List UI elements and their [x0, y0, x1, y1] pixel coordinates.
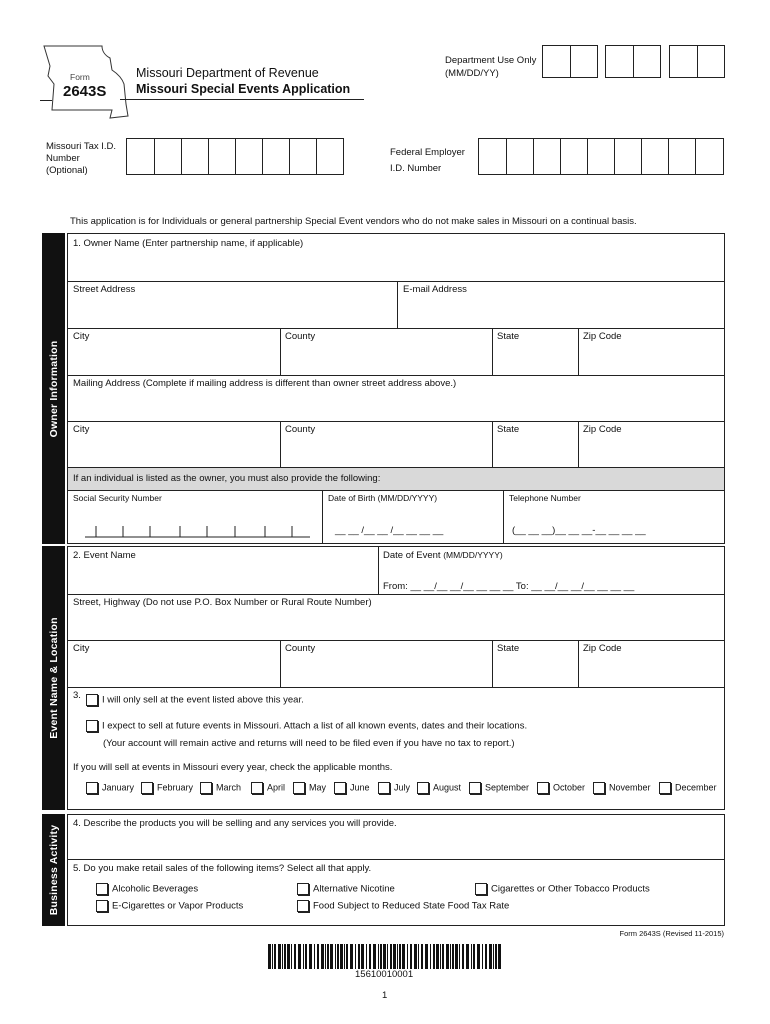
phone-label: Telephone Number — [509, 493, 581, 503]
checkbox-icon[interactable] — [297, 900, 309, 912]
fein-input[interactable] — [478, 138, 724, 175]
month-october[interactable] — [537, 782, 585, 794]
event-zip-label: Zip Code — [583, 643, 622, 654]
checkbox-icon[interactable] — [96, 883, 108, 895]
event-state-label: State — [497, 643, 520, 654]
month-november[interactable] — [593, 782, 651, 794]
mailing-county-label: County — [285, 424, 316, 435]
months-intro: If you will sell at events in Missouri every year, check the applicable months. — [73, 762, 393, 773]
q3-number: 3. — [73, 690, 81, 701]
city-input[interactable] — [68, 345, 279, 373]
only-this-year-label: I will only sell at the event listed above this year. — [102, 694, 304, 706]
form-label: Form — [70, 72, 90, 82]
state-input[interactable] — [493, 345, 577, 373]
checkbox-icon[interactable] — [200, 782, 212, 794]
month-label: July — [394, 782, 411, 793]
fein-label: Federal Employer — [390, 147, 465, 158]
future-events-note: (Your account will remain active and returns will need to be filed even if you have no tax to report.) — [103, 738, 515, 749]
ssn-input[interactable] — [85, 524, 310, 538]
ssn-label: Social Security Number — [73, 493, 162, 503]
event-city-label: City — [73, 643, 90, 654]
mo-tax-id-label: Missouri Tax I.D. — [46, 141, 117, 152]
owner-name-label: 1. Owner Name (Enter partnership name, if applicable) — [73, 238, 304, 249]
event-date-range-input[interactable]: From: __ __/__ __/__ __ __ __ To: __ __/__ __/__ __ __ __ — [383, 581, 635, 592]
mailing-state-input[interactable] — [493, 438, 577, 466]
county-input[interactable] — [281, 345, 491, 373]
checkbox-icon[interactable] — [86, 720, 98, 732]
event-street-input[interactable] — [68, 611, 724, 639]
checkbox-icon[interactable] — [86, 694, 98, 706]
month-label: June — [350, 782, 370, 793]
dept-use-year — [669, 45, 725, 78]
mailing-zip-input[interactable] — [579, 438, 724, 466]
owner-sidebar — [42, 233, 65, 544]
month-label: March — [216, 782, 242, 793]
barcode-number: 15610010001 — [355, 969, 414, 980]
month-july[interactable] — [378, 782, 410, 794]
county-label: County — [285, 331, 316, 342]
intro-text: This application is for Individuals or general partnership Special Event vendors who do not make sales in Missouri on a continual basis. — [70, 216, 637, 227]
reduced-food-tax-option[interactable] — [297, 900, 509, 912]
option-label: Food Subject to Reduced State Food Tax Rate — [313, 900, 510, 912]
event-state-input[interactable] — [493, 657, 577, 685]
q5-label: 5. Do you make retail sales of the following items? Select all that apply. — [73, 863, 372, 874]
month-august[interactable] — [417, 782, 461, 794]
dept-use-format: (MM/DD/YY) — [445, 68, 499, 79]
month-january[interactable] — [86, 782, 134, 794]
owner-sidebar-label: Owner Information — [47, 340, 60, 437]
checkbox-icon[interactable] — [96, 900, 108, 912]
only-this-year-option[interactable] — [86, 694, 304, 706]
event-zip-input[interactable] — [579, 657, 724, 685]
month-label: January — [102, 782, 135, 793]
month-label: October — [553, 782, 586, 793]
city-label: City — [73, 331, 90, 342]
month-label: May — [309, 782, 327, 793]
month-label: August — [433, 782, 462, 793]
alcoholic-beverages-option[interactable] — [96, 883, 198, 895]
dept-use-month — [542, 45, 598, 78]
owner-name-input[interactable] — [68, 252, 724, 280]
month-february[interactable] — [141, 782, 193, 794]
dept-use-label: Department Use Only — [445, 55, 537, 66]
mailing-city-label: City — [73, 424, 90, 435]
tobacco-option[interactable] — [475, 883, 650, 895]
dob-label: Date of Birth (MM/DD/YYYY) — [328, 493, 438, 503]
option-label: E-Cigarettes or Vapor Products — [112, 900, 244, 912]
mo-tax-id-label-3: (Optional) — [46, 165, 88, 176]
zip-label: Zip Code — [583, 331, 622, 342]
month-april[interactable] — [251, 782, 285, 794]
month-june[interactable] — [334, 782, 370, 794]
page-number: 1 — [382, 990, 388, 1001]
option-label: Alternative Nicotine — [313, 883, 395, 895]
month-december[interactable] — [659, 782, 717, 794]
dob-input[interactable]: __ __ /__ __ /__ __ __ __ — [335, 525, 444, 536]
checkbox-icon[interactable] — [469, 782, 481, 794]
alternative-nicotine-option[interactable] — [297, 883, 395, 895]
checkbox-icon[interactable] — [378, 782, 390, 794]
date-of-event-format: (MM/DD/YYYY) — [443, 550, 503, 560]
checkbox-icon[interactable] — [86, 782, 98, 794]
phone-input[interactable]: (__ __ __)__ __ __-__ __ __ __ — [512, 525, 646, 536]
event-county-label: County — [285, 643, 316, 654]
checkbox-icon[interactable] — [417, 782, 429, 794]
checkbox-icon[interactable] — [293, 782, 305, 794]
checkbox-icon[interactable] — [297, 883, 309, 895]
mo-tax-id-input[interactable] — [126, 138, 344, 175]
checkbox-icon[interactable] — [659, 782, 671, 794]
checkbox-icon[interactable] — [334, 782, 346, 794]
mailing-zip-label: Zip Code — [583, 424, 622, 435]
form-title: Missouri Special Events Application — [136, 82, 351, 96]
form-number: 2643S — [63, 83, 107, 100]
q4-label: 4. Describe the products you will be selling and any services you will provide. — [73, 818, 397, 829]
state-label: State — [497, 331, 520, 342]
event-city-input[interactable] — [68, 657, 279, 685]
business-sidebar — [42, 814, 65, 926]
month-label: February — [157, 782, 194, 793]
month-september[interactable] — [469, 782, 529, 794]
event-name-input[interactable] — [68, 563, 377, 593]
option-label: Cigarettes or Other Tobacco Products — [491, 883, 650, 895]
event-sidebar-label: Event Name & Location — [47, 617, 60, 739]
checkbox-icon[interactable] — [537, 782, 549, 794]
street-input[interactable] — [68, 298, 396, 326]
event-name-label: 2. Event Name — [73, 550, 136, 561]
checkbox-icon[interactable] — [475, 883, 487, 895]
email-label: E-mail Address — [403, 284, 467, 295]
mailing-county-input[interactable] — [281, 438, 491, 466]
business-sidebar-label: Business Activity — [47, 824, 60, 916]
dept-use-day — [605, 45, 661, 78]
event-sidebar — [42, 546, 65, 810]
zip-input[interactable] — [579, 345, 724, 373]
month-label: November — [609, 782, 651, 793]
form-revision: Form 2643S (Revised 11-2015) — [619, 929, 724, 938]
ecig-option[interactable] — [96, 900, 243, 912]
month-label: April — [267, 782, 286, 793]
date-of-event-text: Date of Event — [383, 550, 441, 561]
products-input[interactable] — [68, 832, 724, 858]
month-march[interactable] — [200, 782, 241, 794]
fein-label-2: I.D. Number — [390, 163, 442, 174]
future-events-option[interactable] — [86, 720, 527, 732]
month-may[interactable] — [293, 782, 326, 794]
month-label: September — [485, 782, 530, 793]
checkbox-icon[interactable] — [593, 782, 605, 794]
event-street-label: Street, Highway (Do not use P.O. Box Number or Rural Route Number) — [73, 597, 372, 608]
checkbox-icon[interactable] — [141, 782, 153, 794]
checkbox-icon[interactable] — [251, 782, 263, 794]
date-of-event-label — [383, 550, 503, 561]
month-label: December — [675, 782, 717, 793]
street-label: Street Address — [73, 284, 136, 295]
future-events-label: I expect to sell at future events in Missouri. Attach a list of all known events, dates and their locations. — [102, 720, 528, 732]
mailing-label: Mailing Address (Complete if mailing address is different than owner street address above.) — [73, 378, 457, 389]
event-county-input[interactable] — [281, 657, 491, 685]
mailing-city-input[interactable] — [68, 438, 279, 466]
mailing-input[interactable] — [68, 392, 724, 420]
mo-tax-id-label-2: Number — [46, 153, 80, 164]
individual-note: If an individual is listed as the owner, you must also provide the following: — [73, 473, 381, 484]
email-input[interactable] — [398, 298, 724, 326]
option-label: Alcoholic Beverages — [112, 883, 199, 895]
mailing-state-label: State — [497, 424, 520, 435]
agency-name: Missouri Department of Revenue — [136, 66, 319, 80]
barcode-icon — [268, 944, 504, 969]
